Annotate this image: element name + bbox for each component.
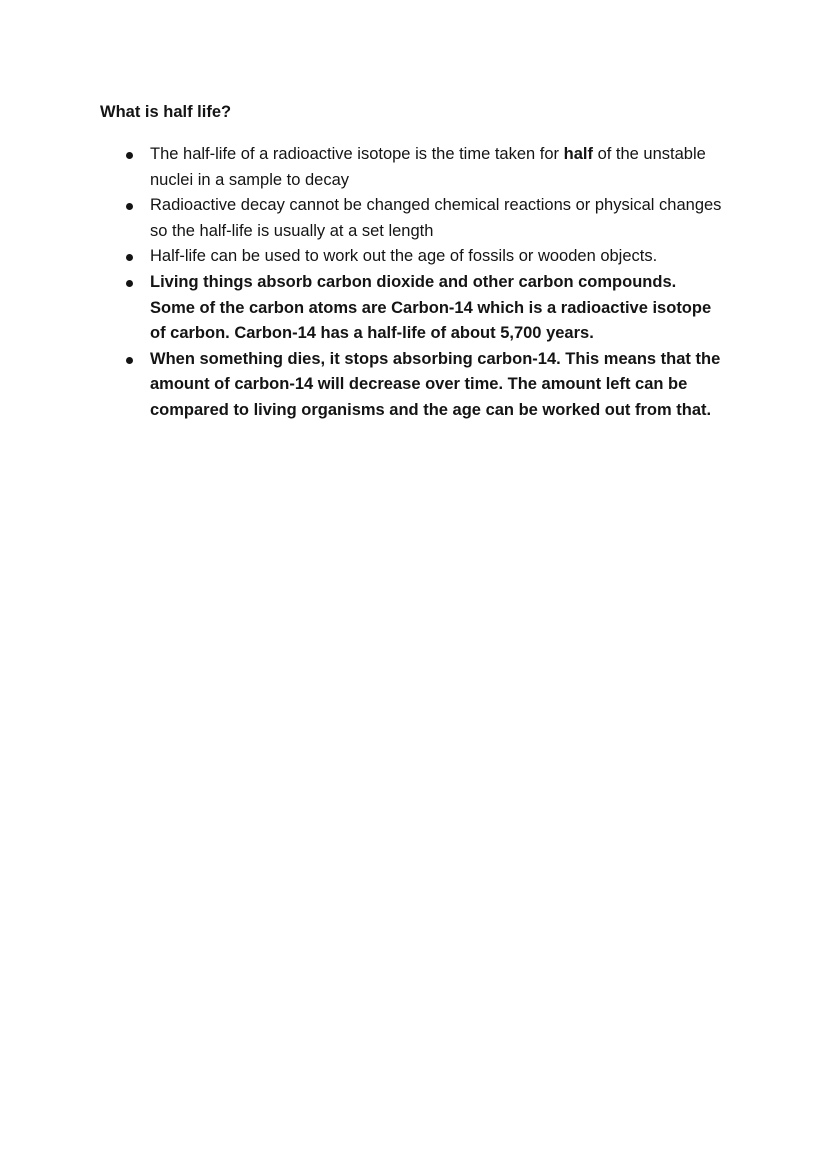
bullet-icon bbox=[126, 203, 133, 210]
bullet-icon bbox=[126, 152, 133, 159]
bullet-icon bbox=[126, 357, 133, 364]
list-item-carbon-absorption bbox=[123, 270, 723, 347]
list-item-half-life-definition bbox=[123, 142, 723, 193]
list-item-carbon-decrease bbox=[123, 347, 723, 424]
bullet-text-part: The half-life of a radioactive isotope is the time taken for bbox=[150, 145, 564, 163]
bullet-icon bbox=[126, 254, 133, 261]
emphasis-text: half bbox=[563, 145, 593, 163]
list-item-decay-constant bbox=[123, 193, 723, 244]
bullet-text: Living things absorb carbon dioxide and other carbon compounds. Some of the carbon atoms are Carbon-14 which is a radioactive isotope of carbon. Carbon-14 has a half-life of about 5,700 years. bbox=[150, 272, 712, 343]
list-item-dating-use bbox=[123, 244, 723, 270]
bullet-text: Radioactive decay cannot be changed chemical reactions or physical changes so the half-life is usually at a set length bbox=[150, 196, 722, 240]
page-title: What is half life? bbox=[100, 103, 232, 121]
bullet-text-part: of the unstable nuclei in a sample to decay bbox=[150, 145, 706, 189]
bullet-text: When something dies, it stops absorbing carbon-14. This means that the amount of carbon-14 will decrease over time. The amount left can be compared to living organisms and the age can be worked out from that. bbox=[150, 349, 721, 419]
bullet-list bbox=[123, 142, 723, 424]
bullet-text bbox=[150, 145, 706, 189]
bullet-icon bbox=[126, 280, 133, 287]
bullet-text: Half-life can be used to work out the age of fossils or wooden objects. bbox=[150, 247, 658, 266]
